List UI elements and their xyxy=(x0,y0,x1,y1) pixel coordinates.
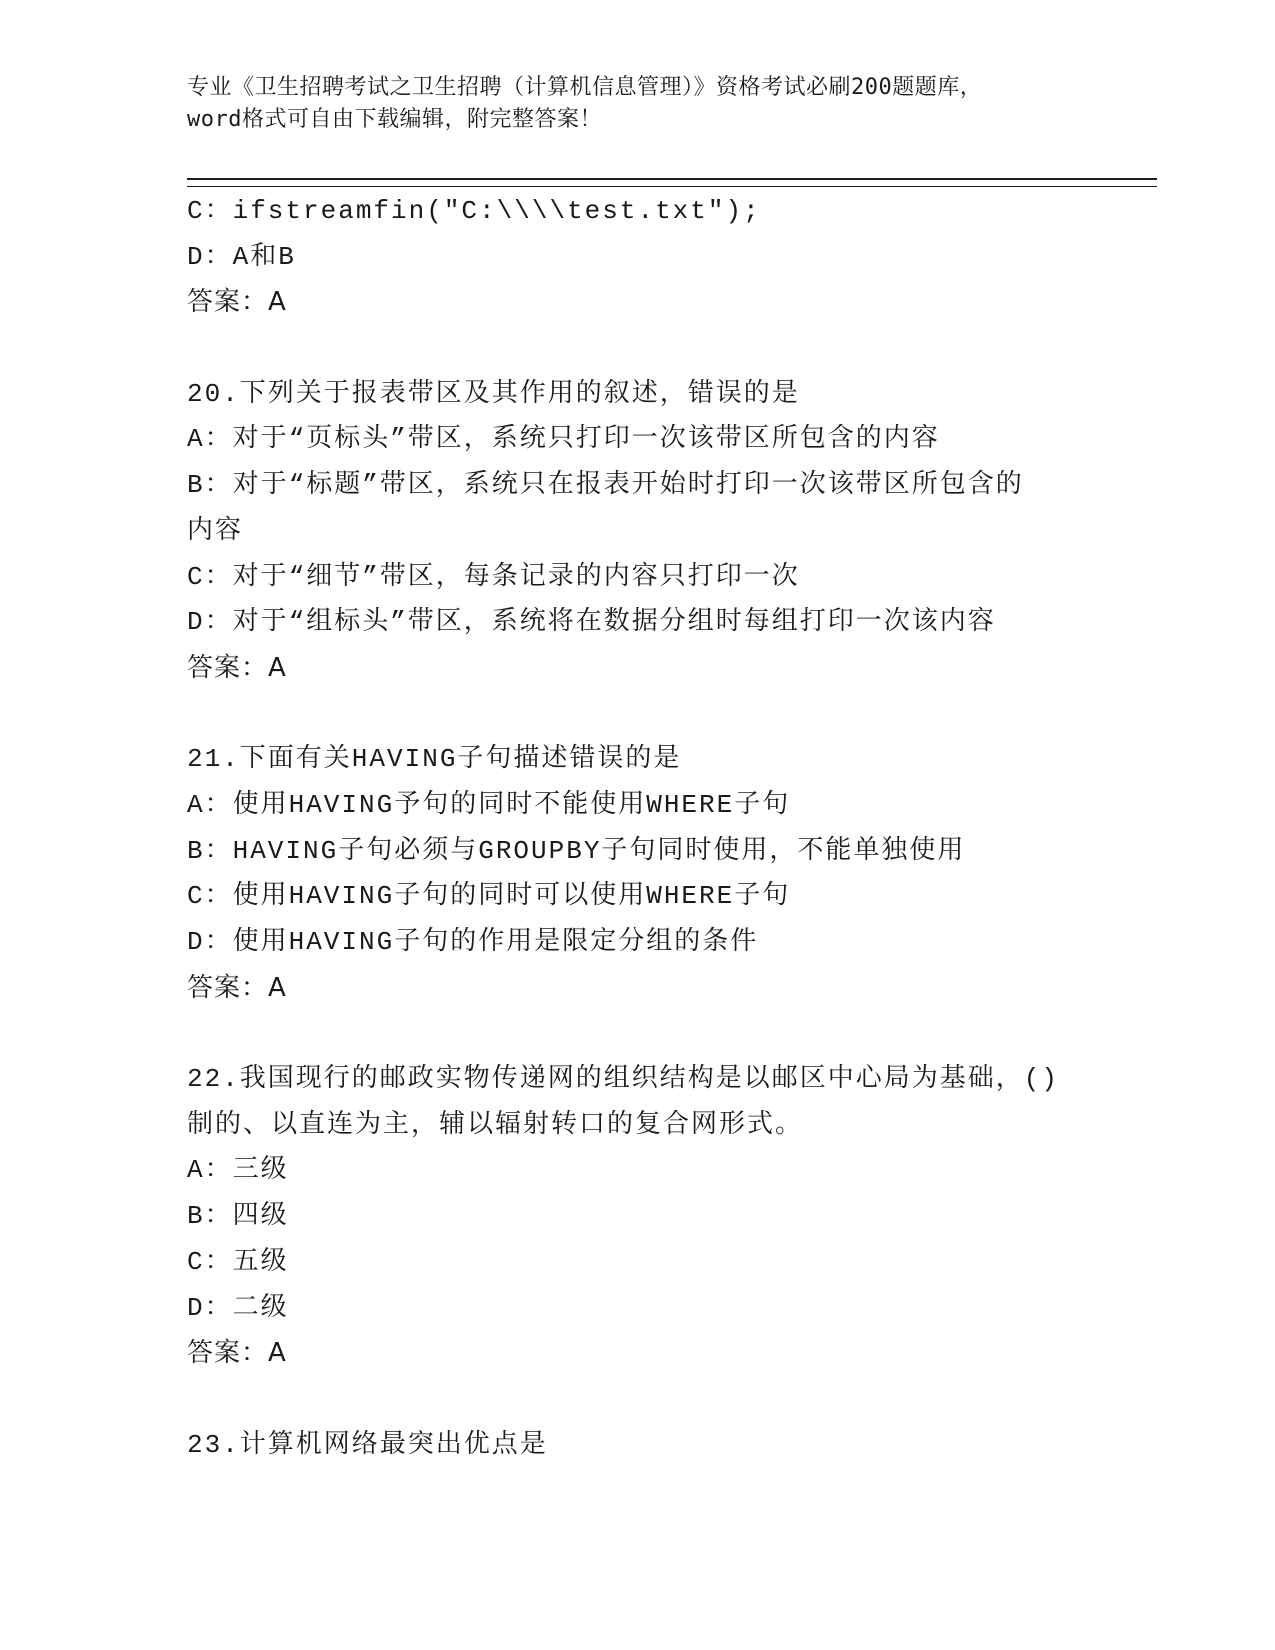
option-b: B：对于“标题”带区，系统只在报表开始时打印一次该带区所包含的 xyxy=(187,470,1024,501)
answer: 答案：A xyxy=(187,287,287,318)
option-c: C：对于“细节”带区，每条记录的内容只打印一次 xyxy=(187,561,800,592)
question-list xyxy=(187,189,1087,1468)
question-stem: 23.计算机网络最突出优点是 xyxy=(187,1429,548,1460)
option-a: A：使用HAVING予句的同时不能使用WHERE子句 xyxy=(187,789,791,820)
option-c: C：使用HAVING子句的同时可以使用WHERE子句 xyxy=(187,881,791,912)
option-d: D：使用HAVING子句的作用是限定分组的条件 xyxy=(187,927,759,957)
question-stem: 21.下面有关HAVING子句描述错误的是 xyxy=(187,744,682,775)
question-20 xyxy=(187,372,1087,692)
header-title-line-1: 专业《卫生招聘考试之卫生招聘（计算机信息管理）》资格考试必刷200题题库， xyxy=(187,75,983,100)
option-c: C：五级 xyxy=(187,1246,289,1277)
option-a: A：三级 xyxy=(187,1155,289,1186)
option-b-continued: 内容 xyxy=(187,515,244,546)
option-d: D：对于“组标头”带区，系统将在数据分组时每组打印一次该内容 xyxy=(187,607,996,638)
option-b: B：HAVING子句必须与GROUPBY子句同时使用，不能单独使用 xyxy=(187,835,966,866)
option-d: D：二级 xyxy=(187,1292,289,1323)
answer: 答案：A xyxy=(187,1338,287,1369)
question-23 xyxy=(187,1423,1087,1469)
option-c: C：ifstreamfin(″C:\\\\test.txt″); xyxy=(187,196,761,226)
question-stem-continued: 制的、以直连为主，辅以辐射转口的复合网形式。 xyxy=(187,1109,804,1140)
answer: 答案：A xyxy=(187,652,287,683)
document-header xyxy=(187,72,1087,136)
option-a: A：对于“页标头”带区，系统只打印一次该带区所包含的内容 xyxy=(187,424,940,455)
answer: 答案：A xyxy=(187,972,287,1003)
header-title-line-2: word格式可自由下载编辑，附完整答案！ xyxy=(187,107,602,132)
question-22 xyxy=(187,1057,1087,1377)
option-d: D：A和B xyxy=(187,241,296,272)
question-21 xyxy=(187,737,1087,1011)
question-19-continued xyxy=(187,189,1087,326)
question-stem: 22.我国现行的邮政实物传递网的组织结构是以邮区中心局为基础，() xyxy=(187,1064,1060,1095)
header-divider xyxy=(187,178,1157,187)
question-stem: 20.下列关于报表带区及其作用的叙述，错误的是 xyxy=(187,378,800,409)
option-b: B：四级 xyxy=(187,1201,289,1232)
